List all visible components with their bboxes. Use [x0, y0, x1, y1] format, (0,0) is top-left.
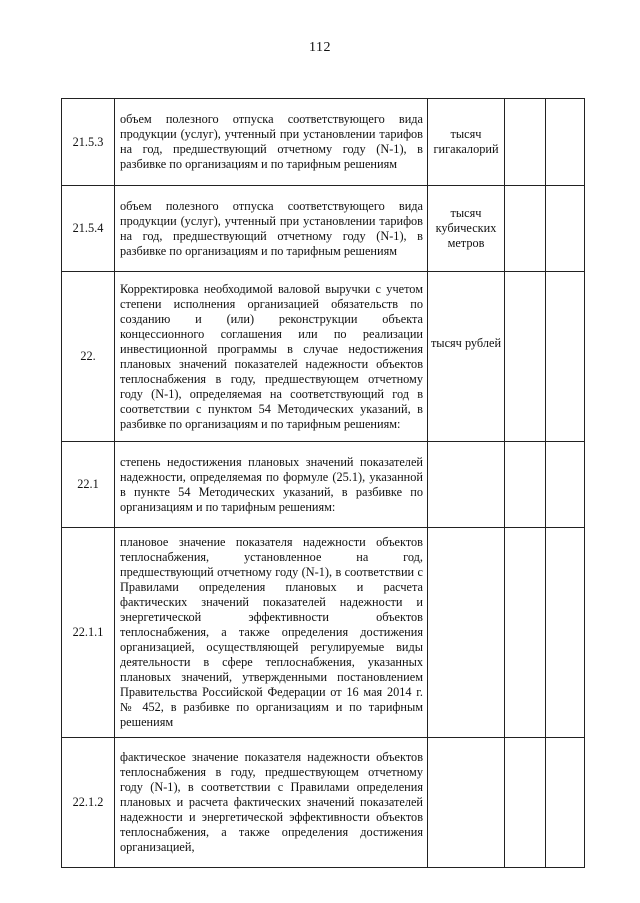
indicators-table	[61, 98, 585, 868]
row-value-cell-2	[546, 272, 585, 442]
row-number: 22.1.1	[62, 528, 115, 738]
row-value-cell-2	[546, 528, 585, 738]
table-row	[62, 272, 585, 442]
row-number: 21.5.3	[62, 99, 115, 186]
row-number: 22.1.2	[62, 738, 115, 868]
row-description: объем полезного отпуска соответствующего вида продукции (услуг), учтенный при установлении тарифов на год, предшествующий отчетному году (N-1), в разбивке по организациям и по тарифным решениям	[115, 186, 428, 272]
row-description: фактическое значение показателя надежности объектов теплоснабжения в году, предшествующем отчетному году (N-1), в соответствии с Правилами определения плановых и расчета фактических значений показателей надежности и энергетической эффективности объектов теплоснабжения, а также определения достижения организацией,	[115, 738, 428, 868]
row-value-cell-2	[546, 442, 585, 528]
row-description: степень недостижения плановых значений показателей надежности, определяемая по формуле (25.1), указанной в пункте 54 Методических указаний, в разбивке по организациям и по тарифным решениям:	[115, 442, 428, 528]
table-row	[62, 528, 585, 738]
row-value-cell-1	[505, 272, 546, 442]
row-description: плановое значение показателя надежности объектов теплоснабжения, установленное на год, предшествующий отчетному году (N-1), в соответствии с Правилами определения плановых и расчета фактических значений показателей надежности и энергетической эффективности объектов теплоснабжения, а также определения достижения организацией, осуществляющей регулируемые виды деятельности в сфере теплоснабжения, указанных плановых значений, утвержденными постановлением Правительства Российской Федерации от 16 мая 2014 г. № 452, в разбивке по организациям и по тарифным решениям	[115, 528, 428, 738]
row-unit: тысяч гигакалорий	[428, 99, 505, 186]
row-description: объем полезного отпуска соответствующего вида продукции (услуг), учтенный при установлении тарифов на год, предшествующий отчетному году (N-1), в разбивке по организациям и по тарифным решениям	[115, 99, 428, 186]
row-unit	[428, 528, 505, 738]
table-row	[62, 186, 585, 272]
row-value-cell-1	[505, 186, 546, 272]
table-row	[62, 738, 585, 868]
row-unit: тысяч кубических метров	[428, 186, 505, 272]
row-value-cell-1	[505, 738, 546, 868]
table-row	[62, 442, 585, 528]
row-value-cell-1	[505, 528, 546, 738]
row-value-cell-1	[505, 99, 546, 186]
row-value-cell-2	[546, 186, 585, 272]
row-value-cell-1	[505, 442, 546, 528]
row-unit	[428, 738, 505, 868]
table-row	[62, 99, 585, 186]
row-description: Корректировка необходимой валовой выручки с учетом степени исполнения организацией обязательств по созданию и (или) реконструкции объекта концессионного соглашения или по реализации инвестиционной программы в случае недостижения плановых значений показателей надежности объектов теплоснабжения в году, предшествующем отчетному году (N-1), определяемая на соответствующий год в соответствии с пунктом 54 Методических указаний, в разбивке по организациям и по тарифным решениям:	[115, 272, 428, 442]
row-unit	[428, 442, 505, 528]
row-unit: тысяч рублей	[428, 272, 505, 442]
page-number: 112	[309, 40, 331, 55]
row-value-cell-2	[546, 99, 585, 186]
row-number: 22.1	[62, 442, 115, 528]
row-number: 21.5.4	[62, 186, 115, 272]
row-value-cell-2	[546, 738, 585, 868]
row-number: 22.	[62, 272, 115, 442]
